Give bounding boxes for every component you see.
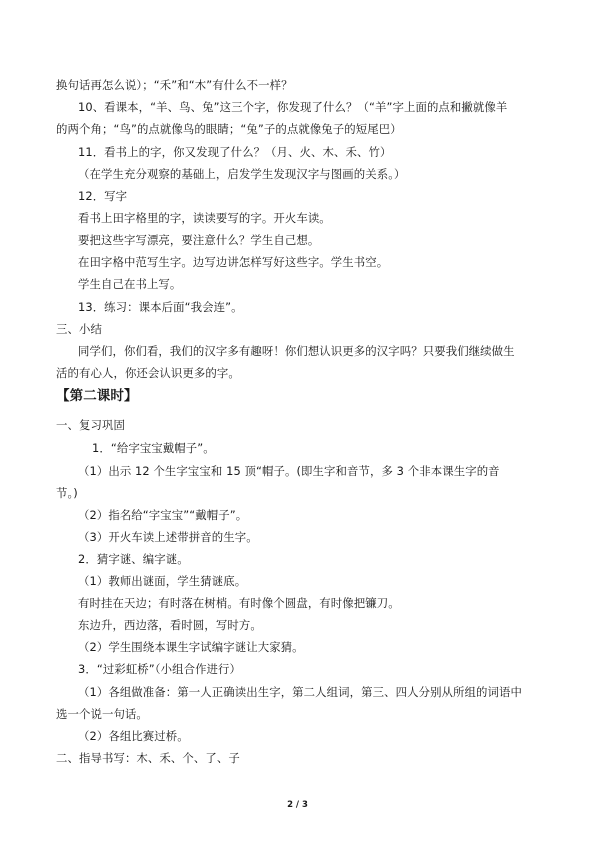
page-number: 2 / 3 [287,800,308,810]
section-heading: 三、小结 [56,322,102,336]
text-line: 选一个说一句话。 [56,707,148,721]
text-line: 要把这些字写漂亮，要注意什么？学生自己想。 [78,233,320,247]
text-line: 看书上田字格里的字，读读要写的字。开火车读。 [78,211,331,225]
text-line: 在田字格中范写生字。边写边讲怎样写好这些字。学生书空。 [78,255,389,269]
section-heading: 一、复习巩固 [56,418,125,432]
text-line: （1）出示 12 个生字宝宝和 15 顶“帽子。(即生字和音节，多 3 个非本课生字的音 [78,464,500,478]
text-line: （2）各组比赛过桥。 [78,729,189,743]
text-line: 换句话再怎么说）；“禾”和“木”有什么不一样？ [56,78,293,92]
text-line: （3）开火车读上述带拼音的生字。 [78,530,258,544]
text-line: 有时挂在天边；有时落在树梢。有时像个圆盘，有时像把镰刀。 [78,596,400,610]
text-line: （2）指名给“字宝宝”“戴帽子”。 [78,508,248,522]
text-line: 13．练习：课本后面“我会连”。 [78,300,243,314]
text-line: 1．“给字宝宝戴帽子”。 [92,441,215,455]
text-line: 12．写字 [78,189,128,203]
section-heading: 二、指导书写：木、禾、个、了、子 [56,751,240,765]
text-line: 的两个角；“鸟”的点就像鸟的眼睛；“兔”子的点就像兔子的短尾巴） [56,122,402,136]
text-line: 活的有心人，你还会认识更多的字。 [56,366,240,380]
text-line: （1）各组做准备：第一人正确读出生字，第二人组词，第三、四人分别从所组的词语中 [78,685,522,699]
text-line: 学生自己在书上写。 [78,277,182,291]
text-line: 节。) [56,486,78,500]
text-line: 3．“过彩虹桥”（小组合作进行） [78,662,242,676]
lesson-heading: 【第二课时】 [56,388,138,404]
text-line: （1）教师出谜面，学生猜谜底。 [78,574,247,588]
text-line: 东边升，西边落，看时圆，写时方。 [78,618,262,632]
text-line: （在学生充分观察的基础上，启发学生发现汉字与图画的关系。） [78,167,406,181]
text-line: 同学们，你们看，我们的汉字多有趣呀！你们想认识更多的汉字吗？只要我们继续做生 [78,344,515,358]
text-line: （2）学生围绕本课生字试编字谜让大家猜。 [78,640,304,654]
text-line: 2．猜字谜、编字谜。 [78,552,189,566]
text-line: 11．看书上的字，你又发现了什么？（月、火、木、禾、竹） [78,145,392,159]
text-line: 10、看课本，“羊、鸟、兔”这三个字，你发现了什么？（“羊”字上面的点和撇就像羊 [78,100,508,114]
